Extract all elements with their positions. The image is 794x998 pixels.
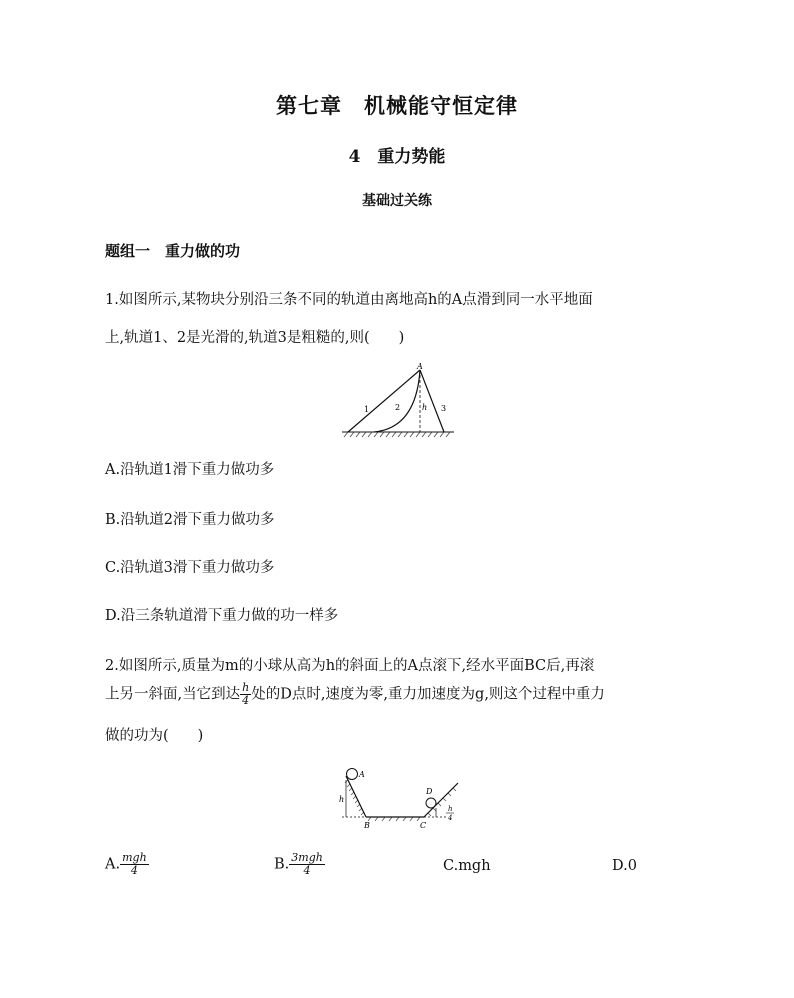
q2-label-d: D xyxy=(426,787,433,796)
q2-stem-line2-end: 处的D点时,速度为零,重力加速度为g,则这个过程中重力 xyxy=(251,686,605,703)
q2-label-a: A xyxy=(359,770,365,779)
q2-stem-line3: 做的功为( ) xyxy=(105,728,204,744)
q2-label-h4-den: 4 xyxy=(448,814,453,822)
q2-stem-line2 xyxy=(105,682,605,707)
q1-option-b: B.沿轨道2滑下重力做功多 xyxy=(105,512,275,528)
chapter-title: 第七章 机械能守恒定律 xyxy=(276,93,518,118)
q2-option-c: C.mgh xyxy=(443,858,491,874)
q1-option-a: A.沿轨道1滑下重力做功多 xyxy=(105,462,275,478)
q2-fraction-h-over-4: $\frac{h}{4}$ xyxy=(242,681,250,707)
q1-label-track1: 1 xyxy=(364,405,370,414)
q2-label-c: C xyxy=(420,821,427,830)
question-group-heading: 题组一 重力做的功 xyxy=(105,242,241,260)
q1-label-track2: 2 xyxy=(395,403,401,412)
q1-option-d: D.沿三条轨道滑下重力做的功一样多 xyxy=(105,608,339,624)
q2-stem-line1: 2.如图所示,质量为m的小球从高为h的斜面上的A点滚下,经水平面BC后,再滚 xyxy=(105,658,595,674)
q2-option-d: D.0 xyxy=(612,858,637,874)
q2-label-h: h xyxy=(339,795,345,804)
q2-slope-figure xyxy=(338,766,468,832)
q1-option-c: C.沿轨道3滑下重力做功多 xyxy=(105,560,275,576)
exercise-heading: 基础过关练 xyxy=(362,193,432,209)
q2-option-a: A. $\frac{\text{mgh}}{4}$ xyxy=(105,851,147,877)
section-title: 4 重力势能 xyxy=(348,147,446,167)
q2-label-b: B xyxy=(364,821,370,830)
q1-label-a: A xyxy=(417,362,423,371)
q1-stem-line1: 1.如图所示,某物块分别沿三条不同的轨道由离地高h的A点滑到同一水平地面 xyxy=(105,292,593,308)
q2-label-h4-num: h xyxy=(448,805,453,813)
q1-label-track3: 3 xyxy=(441,404,447,413)
q2-option-b: B. $\frac{\text{3mgh}}{4}$ xyxy=(274,851,323,877)
q1-stem-line2: 上,轨道1、2是光滑的,轨道3是粗糙的,则( ) xyxy=(105,330,405,346)
q1-label-h: h xyxy=(422,403,428,412)
q1-track-figure xyxy=(338,360,458,440)
q2-stem-line2-start: 上另一斜面,当它到达 xyxy=(105,686,241,703)
